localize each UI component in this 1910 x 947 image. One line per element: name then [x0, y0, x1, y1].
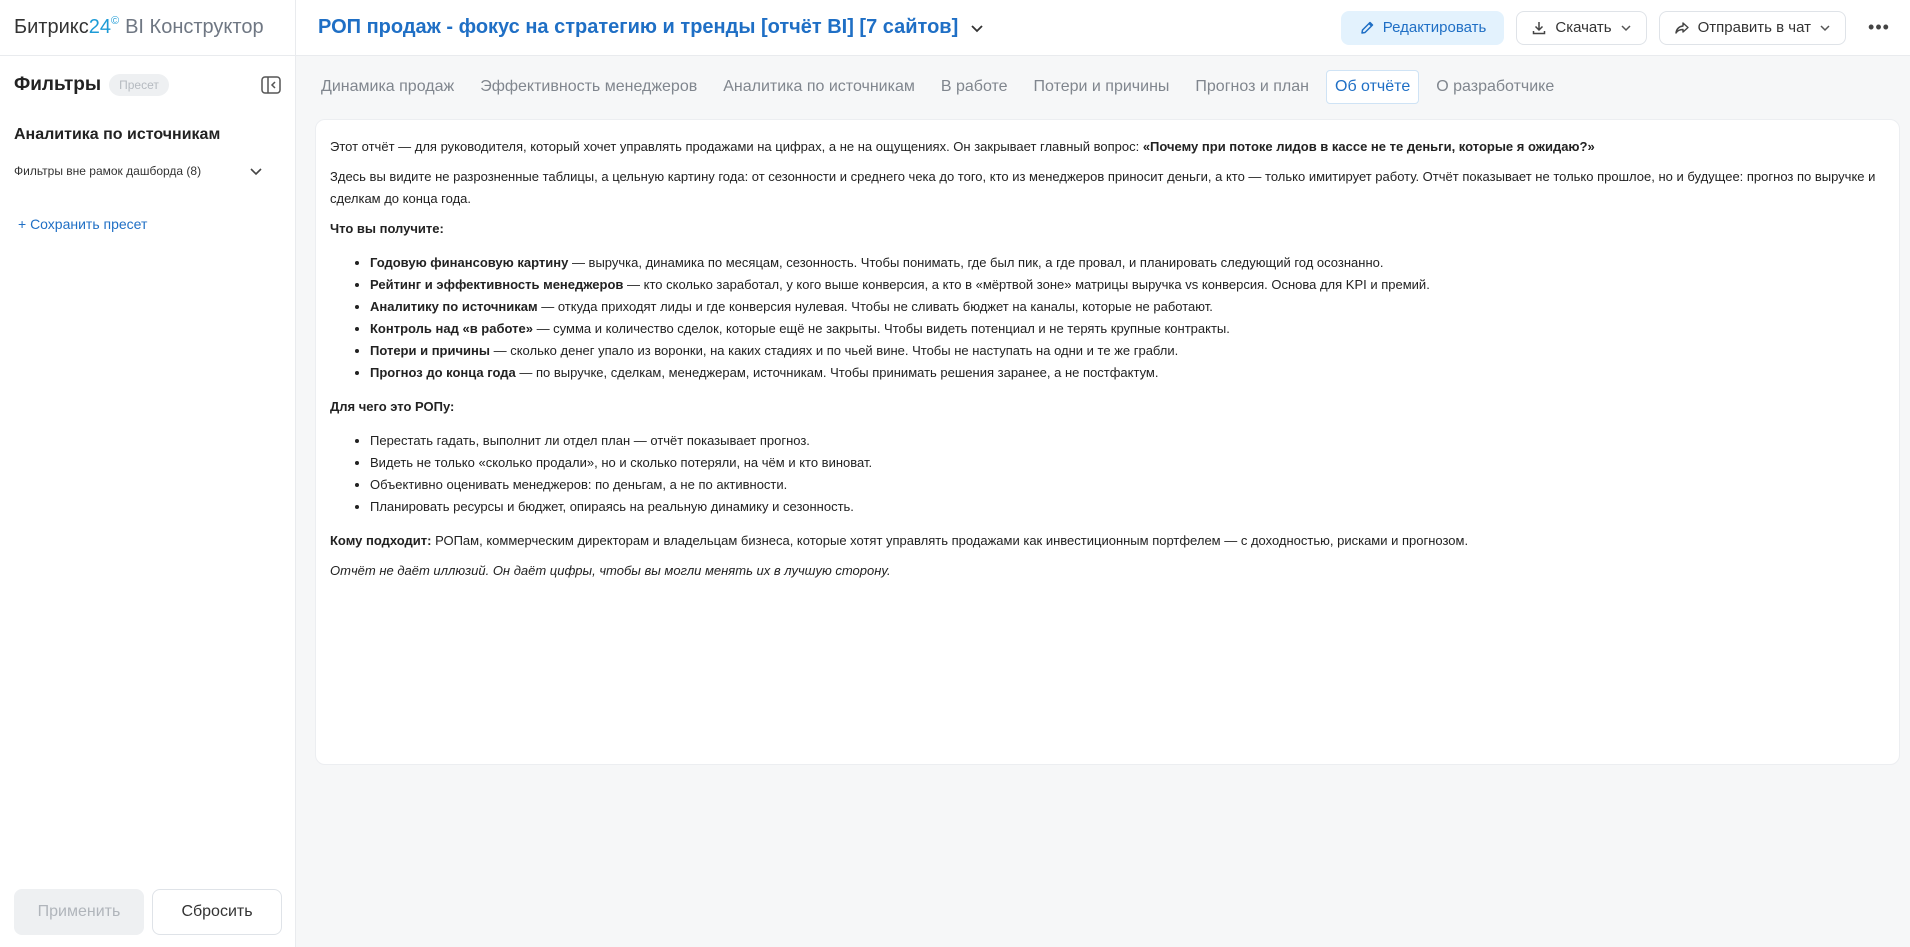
send-to-chat-label: Отправить в чат [1697, 19, 1811, 36]
preset-badge: Пресет [109, 74, 169, 96]
intro-paragraph: Этот отчёт — для руководителя, который хочет управлять продажами на цифрах, а не на ощущениях. Он закрывает главный вопрос: «Почему при потоке лидов в кассе не те деньги, которые я ожидаю?» [330, 139, 1595, 154]
features-heading: Что вы получите: [330, 221, 444, 236]
report-title: РОП продаж - фокус на стратегию и тренды [отчёт BI] [7 сайтов] [318, 16, 959, 38]
product-name: BI Конструктор [125, 16, 264, 38]
download-button[interactable] [1516, 11, 1646, 45]
tab-forecast[interactable]: Прогноз и план [1195, 78, 1309, 95]
tab-in-progress[interactable]: В работе [940, 78, 1008, 95]
pencil-icon [1359, 20, 1375, 36]
audience-paragraph: Кому подходит: РОПам, коммерческим директорам и владельцам бизнеса, которые хотят управлять продажами как инвестиционным портфелем — с доходностью, рисками и прогнозом. [330, 533, 1469, 548]
filters-sidebar [0, 56, 296, 947]
list-item: • Аналитику по источникам — откуда приходят лиды и где конверсия нулевая. Чтобы не сливать бюджет на каналы, которые не работают. [370, 296, 1885, 318]
apply-button[interactable]: Применить [14, 889, 144, 935]
purpose-heading: Для чего это РОПу: [330, 399, 455, 414]
tab-about-report[interactable]: Об отчёте [1326, 70, 1419, 104]
edit-button-label: Редактировать [1382, 19, 1487, 36]
list-item: • Контроль над «в работе» — сумма и количество сделок, которые ещё не закрыты. Чтобы видеть потенциал и не терять крупные контракты. [370, 318, 1885, 340]
features-list [330, 252, 1885, 384]
app-logo[interactable] [0, 0, 296, 56]
send-to-chat-button[interactable] [1659, 11, 1846, 45]
outside-filters-label: Фильтры вне рамок дашборда (8) [14, 164, 202, 178]
save-preset-link[interactable]: + Сохранить пресет [18, 216, 148, 232]
download-icon [1531, 20, 1547, 36]
purpose-list [330, 430, 1885, 518]
reset-button[interactable]: Сбросить [152, 889, 282, 935]
about-report-card [315, 119, 1900, 765]
overview-paragraph: Здесь вы видите не разрозненные таблицы, а цельную картину года: от сезонности и среднего чека до того, кто из менеджеров приносит деньги, а кто — только имитирует работу. Отчёт показывает не только прошлое, но и будущее: прогноз по выручке и сделкам до конца года. [330, 169, 1876, 206]
tab-losses[interactable]: Потери и причины [1033, 78, 1170, 95]
tab-about-developer[interactable]: О разработчике [1436, 78, 1555, 95]
list-item: • Прогноз до конца года — по выручке, сделкам, менеджерам, источникам. Чтобы принимать решения заранее, а не постфактум. [370, 362, 1885, 384]
collapse-sidebar-icon[interactable] [261, 76, 281, 94]
chevron-down-icon [249, 164, 263, 178]
chevron-down-icon [1620, 22, 1632, 34]
top-header [0, 0, 1910, 56]
filter-section-title: Аналитика по источникам [14, 126, 221, 143]
list-item: • Объективно оценивать менеджеров: по деньгам, а не по активности. [370, 474, 1885, 496]
list-item: • Перестать гадать, выполнит ли отдел план — отчёт показывает прогноз. [370, 430, 1885, 452]
tab-manager-efficiency[interactable]: Эффективность менеджеров [480, 78, 698, 95]
report-tabs [312, 70, 1571, 104]
key-question: «Почему при потоке лидов в кассе не те деньги, которые я ожидаю?» [1142, 139, 1595, 154]
filters-title: Фильтры [14, 74, 102, 95]
list-item: • Рейтинг и эффективность менеджеров — кто сколько заработал, у кого выше конверсия, а кто в «мёртвой зоне» матрицы выручка vs конверсия. Основа для KPI и премий. [370, 274, 1885, 296]
closing-line: Отчёт не даёт иллюзий. Он даёт цифры, чтобы вы могли менять их в лучшую сторону. [330, 563, 891, 578]
brand-name: Битрикс [14, 16, 89, 38]
report-title-dropdown[interactable] [318, 16, 984, 39]
chevron-down-icon [1819, 22, 1831, 34]
outside-filters-dropdown[interactable] [0, 144, 295, 178]
tab-source-analytics[interactable]: Аналитика по источникам [723, 78, 915, 95]
brand-number: 24 [88, 16, 111, 38]
tab-sales-dynamics[interactable]: Динамика продаж [321, 78, 455, 95]
list-item: • Годовую финансовую картину — выручка, динамика по месяцам, сезонность. Чтобы понимать, где был пик, а где провал, и планировать следующий год осознанно. [370, 252, 1885, 274]
download-button-label: Скачать [1555, 19, 1612, 36]
more-menu-icon[interactable]: ••• [1868, 17, 1890, 37]
brand-clock-icon: © [110, 14, 120, 27]
edit-button[interactable] [1341, 11, 1505, 45]
list-item: • Потери и причины — сколько денег упало из воронки, на каких стадиях и по чьей вине. Чтобы не наступать на одни и те же грабли. [370, 340, 1885, 362]
chevron-down-icon [970, 21, 984, 35]
list-item: • Видеть не только «сколько продали», но и сколько потеряли, на чём и кто виноват. [370, 452, 1885, 474]
share-icon [1674, 20, 1690, 36]
list-item: • Планировать ресурсы и бюджет, опираясь на реальную динамику и сезонность. [370, 496, 1885, 518]
